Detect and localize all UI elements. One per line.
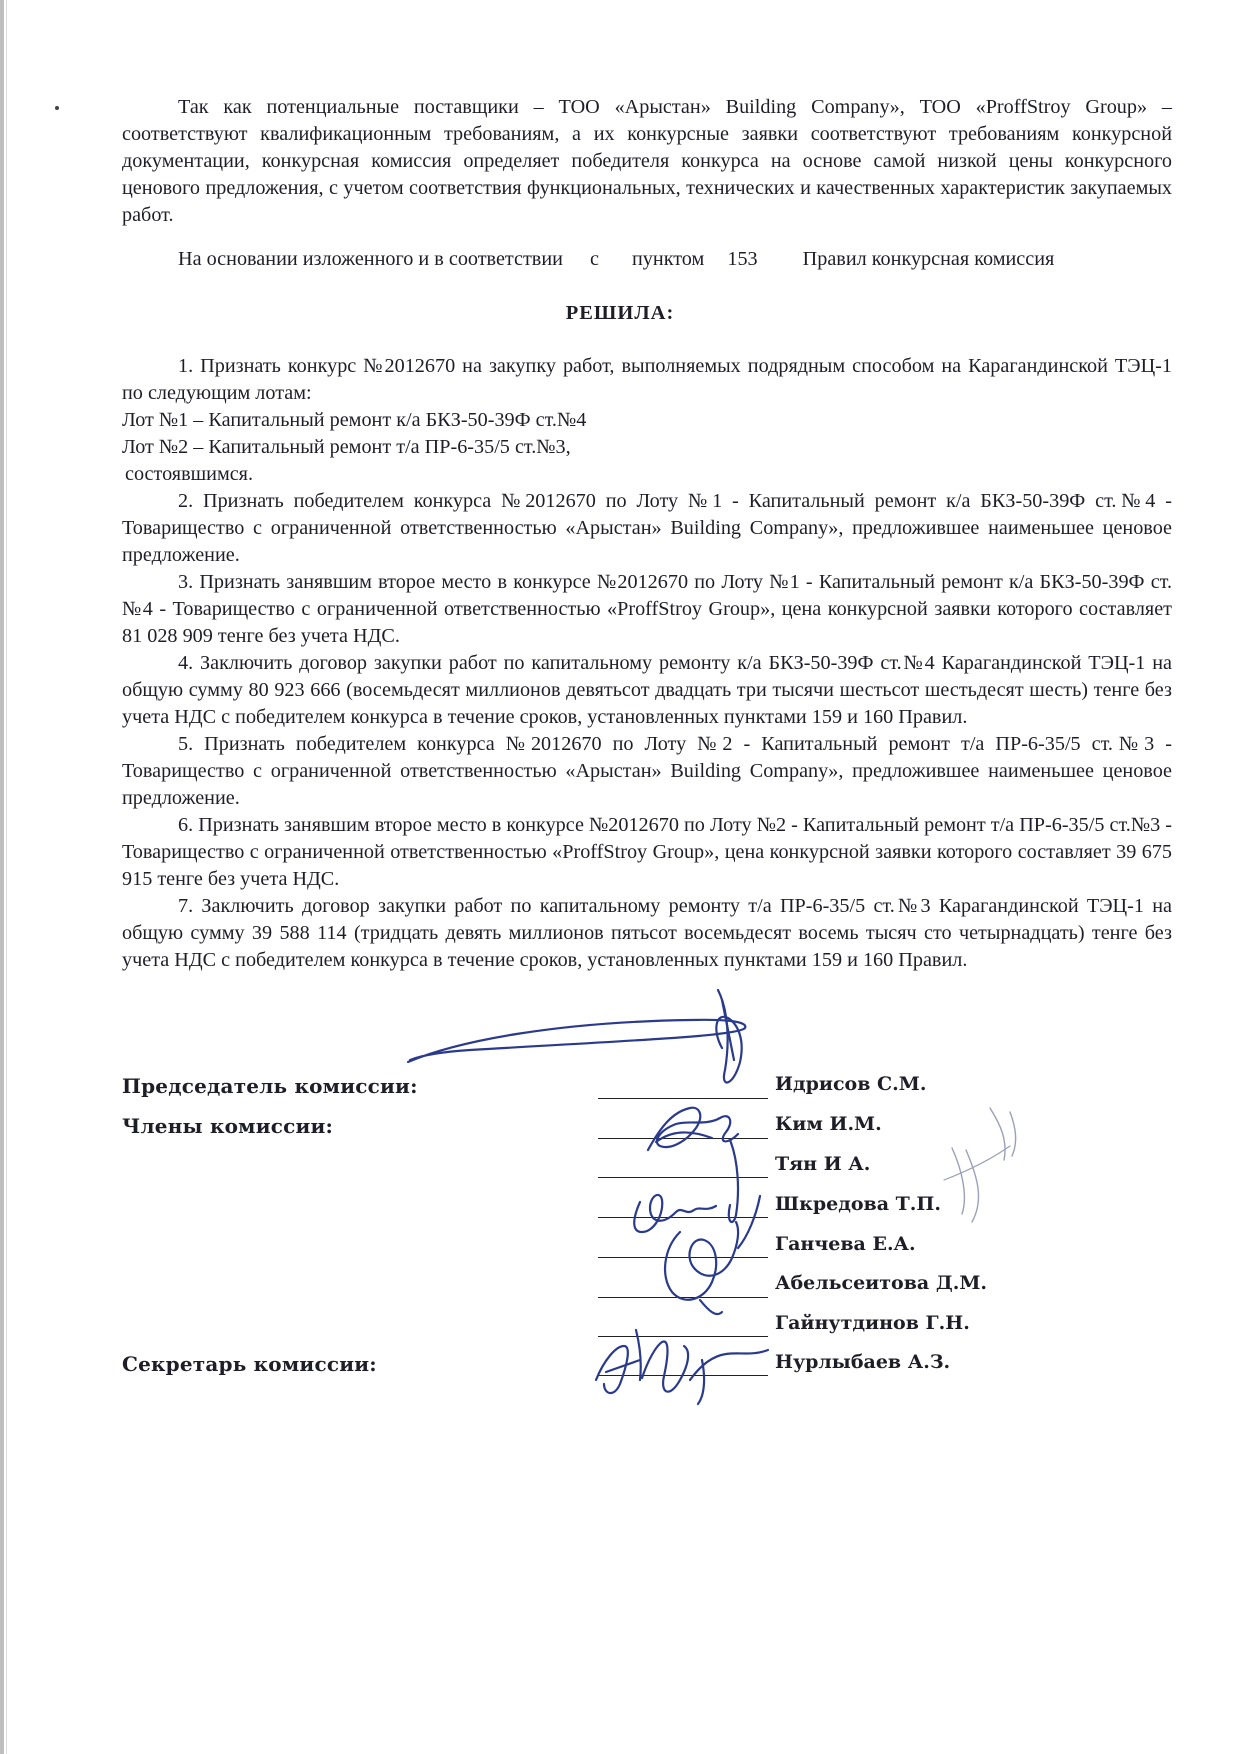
decision-item-3: 3. Признать занявшим второе место в конкурсе №2012670 по Лоту №1 - Капитальный ремонт к/а БКЗ-50-39Ф ст.№4 - Товарищество с ограниченной ответственностью «ProffStroy Group», цена конкурсной заявки которого составляет 81 028 909 тенге без учета НДС.: [122, 571, 1172, 647]
member-4-signature: [665, 1222, 738, 1300]
chairman-label: Председатель комиссии:: [122, 1074, 418, 1098]
member-name-4: Ганчева Е.А.: [775, 1233, 916, 1255]
decision-item-2: 2. Признать победителем конкурса №2012670 по Лоту №1 - Капитальный ремонт к/а БКЗ-50-39Ф ст.№4 - Товарищество с ограниченной ответственностью «Арыстан» Building Company», предложившее наименьшее ценовое предложение.: [122, 490, 1172, 566]
decision-heading: РЕШИЛА:: [565, 302, 675, 324]
lot-1: Лот №1 – Капитальный ремонт к/а БКЗ-50-39Ф ст.№4: [122, 409, 587, 431]
basis-text-1: На основании изложенного и в соответствии: [178, 248, 563, 270]
member-name-5: Абельсеитова Д.М.: [775, 1272, 988, 1294]
decision-item-5: 5. Признать победителем конкурса №2012670 по Лоту №2 - Капитальный ремонт т/а ПР-6-35/5 ст.№3 - Товарищество с ограниченной ответственностью «Арыстан» Building Company», предложившее наименьшее ценовое предложение.: [122, 733, 1172, 809]
chairman-name: Идрисов С.М.: [775, 1073, 927, 1095]
chairman-signature: [408, 1020, 745, 1062]
decision-item-7: 7. Заключить договор закупки работ по капитальному ремонту т/а ПР-6-35/5 ст.№3 Карагандинской ТЭЦ-1 на общую сумму 39 588 114 (тридцать девять миллионов пятьсот восемьдесят восемь тысяч сто четырнадцать) тенге без учета НДС с победителем конкурса в течение сроков, установленных пунктами 159 и 160 Правил.: [122, 895, 1172, 971]
members-label: Члены комиссии:: [122, 1114, 334, 1138]
member-3-signature: [634, 1195, 716, 1232]
basis-text-5: Правил конкурсная комиссия: [802, 248, 1055, 270]
decision-item-1: 1. Признать конкурс №2012670 на закупку работ, выполняемых подрядным способом на Карагандинской ТЭЦ-1 по следующим лотам:: [122, 355, 1172, 404]
basis-text-2: с: [589, 248, 599, 270]
decision-item-4: 4. Заключить договор закупки работ по капитальному ремонту к/а БКЗ-50-39Ф ст.№4 Карагандинской ТЭЦ-1 на общую сумму 80 923 666 (восемьдесят миллионов девятьсот двадцать три тысячи шестьсот шестьдесят шесть) тенге без учета НДС с победителем конкурса в течение сроков, установленных пунктами 159 и 160 Правил.: [122, 652, 1172, 728]
member-name-2: Тян И А.: [775, 1153, 871, 1175]
basis-text-4: 153: [727, 248, 758, 270]
intro-text: Так как потенциальные поставщики – ТОО «Арыстан» Building Company», ТОО «ProffStroy Group» – соответствуют квалификационным требованиям, а их конкурсные заявки соответствуют требованиям конкурсной документации, конкурсная комиссия определяет победителя конкурса на основе самой низкой цены конкурсного ценового предложения, с учетом соответствия функциональных, технических и качественных характеристик закупаемых работ.: [122, 96, 1172, 226]
member-name-6: Гайнутдинов Г.Н.: [775, 1312, 970, 1334]
member-name-3: Шкредова Т.П.: [775, 1193, 941, 1215]
decision-item-1-tail: состоявшимся.: [125, 463, 254, 485]
decision-item-6: 6. Признать занявшим второе место в конкурсе №2012670 по Лоту №2 - Капитальный ремонт т/а ПР-6-35/5 ст.№3 - Товарищество с ограниченной ответственностью «ProffStroy Group», цена конкурсной заявки которого составляет 39 675 915 тенге без учета НДС.: [122, 814, 1172, 890]
basis-text-3: пунктом: [632, 248, 705, 270]
member-1-signature: [648, 1108, 738, 1150]
lot-2: Лот №2 – Капитальный ремонт т/а ПР-6-35/5 ст.№3,: [122, 436, 571, 458]
secretary-name: Нурлыбаев А.З.: [775, 1351, 951, 1373]
secretary-label: Секретарь комиссии:: [122, 1352, 377, 1376]
member-name-1: Ким И.М.: [775, 1113, 882, 1135]
